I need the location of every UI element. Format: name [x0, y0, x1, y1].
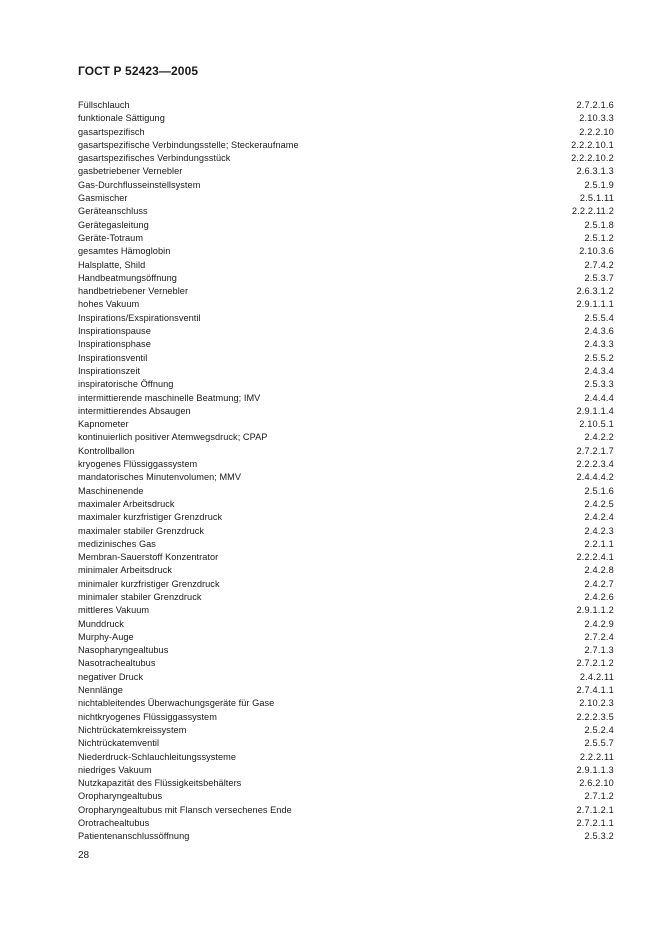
index-row — [78, 697, 614, 710]
index-term: Inspirationszeit — [78, 365, 141, 376]
index-row — [78, 259, 614, 272]
index-row — [78, 112, 614, 125]
index-term: niedriges Vakuum — [78, 764, 152, 775]
index-row — [78, 657, 614, 670]
index-ref: 2.9.1.1.1 — [576, 299, 614, 310]
index-row — [78, 312, 614, 325]
index-ref: 2.7.2.1.6 — [576, 100, 614, 110]
index-ref: 2.2.2.10.2 — [571, 153, 614, 164]
index-ref: 2.9.1.1.3 — [576, 764, 614, 775]
index-ref: 2.2.2.3.5 — [576, 711, 614, 722]
index-ref: 2.10.2.3 — [579, 698, 614, 709]
index-ref: 2.4.3.6 — [584, 326, 614, 337]
index-row — [78, 525, 614, 538]
index-row — [78, 777, 614, 790]
index-ref: 2.7.1.3 — [584, 645, 614, 656]
index-row — [78, 232, 614, 245]
index-ref: 2.2.2.4.1 — [576, 552, 614, 563]
index-ref: 2.6.2.10 — [579, 778, 614, 789]
index-term: kontinuierlich positiver Atemwegsdruck; CPAP — [78, 432, 268, 443]
index-term: Handbeatmungsöffnung — [78, 272, 177, 283]
index-ref: 2.7.2.1.2 — [576, 658, 614, 669]
index-term: Nasotrachealtubus — [78, 658, 156, 669]
page-header: ГОСТ Р 52423—2005 — [78, 64, 199, 78]
index-row — [78, 192, 614, 205]
index-term: minimaler kurzfristiger Grenzdruck — [78, 578, 220, 589]
index-term: Halsplatte, Shild — [78, 259, 146, 270]
index-term: Nennlänge — [78, 685, 123, 696]
index-term: kryogenes Flüssiggassystem — [78, 459, 198, 470]
index-ref: 2.5.1.9 — [584, 179, 614, 190]
index-row — [78, 498, 614, 511]
index-ref: 2.7.4.1.1 — [576, 685, 614, 696]
index-term: Nichtrückatemventil — [78, 738, 160, 749]
index-row — [78, 817, 614, 830]
index-term: nichtkryogenes Flüssiggassystem — [78, 711, 217, 722]
index-ref: 2.5.5.4 — [584, 312, 614, 323]
index-row — [78, 764, 614, 777]
index-term: Gas-Durchflusseinstellsystem — [78, 179, 201, 190]
index-term: mittleres Vakuum — [78, 605, 150, 616]
index-term: minimaler stabiler Grenzdruck — [78, 591, 202, 602]
index-term: Geräte-Totraum — [78, 232, 144, 243]
index-term: Nutzkapazität des Flüssigkeitsbehälters — [78, 778, 242, 789]
index-ref: 2.4.2.11 — [579, 671, 614, 682]
index-row — [78, 511, 614, 524]
index-term: Orotrachealtubus — [78, 818, 150, 829]
page-number: 28 — [78, 850, 90, 861]
index-row — [78, 99, 614, 112]
index-row — [78, 564, 614, 577]
index-ref: 2.5.2.4 — [584, 724, 614, 735]
index-ref: 2.4.2.2 — [584, 432, 614, 443]
index-row — [78, 139, 614, 152]
index-ref: 2.4.2.7 — [584, 578, 614, 589]
index-term: Membran-Sauerstoff Konzentrator — [78, 552, 219, 563]
index-term: intermittierendes Absaugen — [78, 405, 191, 416]
index-term: Oropharyngealtubus — [78, 791, 163, 802]
index-term: Füllschlauch — [78, 100, 130, 110]
index-term: Inspirations/Exspirationsventil — [78, 312, 201, 323]
index-term: gasartspezifische Verbindungsstelle; Steckeraufname — [78, 139, 299, 150]
index-term: Gerätegasleitung — [78, 219, 149, 230]
index-term: intermittierende maschinelle Beatmung; IMV — [78, 392, 261, 403]
index-term: gasbetriebener Vernebler — [78, 166, 183, 177]
index-ref: 2.4.4.4.2 — [576, 472, 614, 483]
index-ref: 2.5.5.7 — [584, 738, 614, 749]
index-ref: 2.9.1.1.4 — [576, 405, 614, 416]
index-row — [78, 485, 614, 498]
index-row — [78, 458, 614, 471]
index-ref: 2.4.3.4 — [584, 365, 614, 376]
index-term: minimaler Arbeitsdruck — [78, 565, 173, 576]
index-list — [78, 99, 614, 844]
index-ref: 2.5.5.2 — [584, 352, 614, 363]
index-ref: 2.10.5.1 — [579, 419, 614, 430]
index-term: Maschinenende — [78, 485, 144, 496]
index-term: maximaler Arbeitsdruck — [78, 498, 175, 509]
index-row — [78, 724, 614, 737]
index-row — [78, 205, 614, 218]
index-term: maximaler kurzfristiger Grenzdruck — [78, 512, 223, 523]
index-term: medizinisches Gas — [78, 538, 156, 549]
index-term: Nichtrückatemkreissystem — [78, 724, 187, 735]
index-row — [78, 338, 614, 351]
index-term: Kontrollballon — [78, 445, 135, 456]
index-row — [78, 126, 614, 139]
index-row — [78, 604, 614, 617]
index-row — [78, 578, 614, 591]
index-ref: 2.5.3.7 — [584, 272, 614, 283]
index-row — [78, 285, 614, 298]
index-ref: 2.2.2.10.1 — [571, 139, 614, 150]
index-row — [78, 591, 614, 604]
index-ref: 2.10.3.6 — [579, 246, 614, 257]
index-term: gasartspezifisches Verbindungsstück — [78, 153, 231, 164]
index-ref: 2.4.2.3 — [584, 525, 614, 536]
index-term: nichtableitendes Überwachungsgeräte für Gase — [78, 698, 275, 709]
index-row — [78, 405, 614, 418]
index-ref: 2.4.2.8 — [584, 565, 614, 576]
index-row — [78, 551, 614, 564]
index-ref: 2.5.1.6 — [584, 485, 614, 496]
index-term: maximaler stabiler Grenzdruck — [78, 525, 205, 536]
index-row — [78, 325, 614, 338]
index-term: Niederdruck-Schlauchleitungssysteme — [78, 751, 237, 762]
index-ref: 2.9.1.1.2 — [576, 605, 614, 616]
index-ref: 2.7.1.2 — [584, 791, 614, 802]
index-row — [78, 179, 614, 192]
index-term: hohes Vakuum — [78, 299, 140, 310]
index-row — [78, 245, 614, 258]
index-row — [78, 631, 614, 644]
index-row — [78, 365, 614, 378]
index-row — [78, 538, 614, 551]
index-row — [78, 471, 614, 484]
index-term: mandatorisches Minutenvolumen; MMV — [78, 472, 242, 483]
index-ref: 2.7.2.1.1 — [576, 818, 614, 829]
index-ref: 2.2.1.1 — [584, 538, 614, 549]
index-ref: 2.4.2.5 — [584, 498, 614, 509]
index-term: Kapnometer — [78, 419, 129, 430]
index-term: negativer Druck — [78, 671, 144, 682]
index-row — [78, 298, 614, 311]
index-ref: 2.5.1.8 — [584, 219, 614, 230]
index-ref: 2.6.3.1.3 — [576, 166, 614, 177]
index-ref: 2.7.1.2.1 — [576, 804, 614, 815]
index-row — [78, 272, 614, 285]
index-row — [78, 431, 614, 444]
index-term: handbetriebener Vernebler — [78, 286, 189, 297]
index-ref: 2.4.2.4 — [584, 512, 614, 523]
index-term: Nasopharyngealtubus — [78, 645, 169, 656]
index-ref: 2.4.3.3 — [584, 339, 614, 350]
index-row — [78, 737, 614, 750]
index-row — [78, 830, 614, 843]
index-row — [78, 445, 614, 458]
index-term: Patientenanschlussöffnung — [78, 831, 190, 842]
index-row — [78, 618, 614, 631]
index-row — [78, 165, 614, 178]
index-row — [78, 418, 614, 431]
index-row — [78, 392, 614, 405]
index-term: Geräteanschluss — [78, 206, 148, 217]
index-ref: 2.2.2.10 — [579, 126, 614, 137]
index-term: Inspirationsventil — [78, 352, 148, 363]
index-row — [78, 751, 614, 764]
index-row — [78, 804, 614, 817]
index-ref: 2.5.1.2 — [584, 232, 614, 243]
index-term: Munddruck — [78, 618, 124, 629]
index-ref: 2.5.3.2 — [584, 831, 614, 842]
index-ref: 2.2.2.11 — [579, 751, 614, 762]
index-ref: 2.4.4.4 — [584, 392, 614, 403]
index-row — [78, 378, 614, 391]
index-term: Oropharyngealtubus mit Flansch versechenes Ende — [78, 804, 292, 815]
index-term: Gasmischer — [78, 193, 128, 204]
index-row — [78, 352, 614, 365]
index-term: inspiratorische Öffnung — [78, 379, 174, 390]
index-row — [78, 644, 614, 657]
index-ref: 2.7.2.4 — [584, 631, 614, 642]
index-ref: 2.2.2.11.2 — [571, 206, 614, 217]
index-ref: 2.6.3.1.2 — [576, 286, 614, 297]
index-ref: 2.7.4.2 — [584, 259, 614, 270]
index-row — [78, 671, 614, 684]
index-ref: 2.10.3.3 — [579, 113, 614, 124]
index-row — [78, 711, 614, 724]
index-term: funktionale Sättigung — [78, 113, 165, 124]
index-term: Inspirationsphase — [78, 339, 151, 350]
index-row — [78, 152, 614, 165]
index-ref: 2.4.2.9 — [584, 618, 614, 629]
index-term: gesamtes Hämoglobin — [78, 246, 171, 257]
index-term: gasartspezifisch — [78, 126, 145, 137]
index-ref: 2.5.1.11 — [579, 193, 614, 204]
index-row — [78, 684, 614, 697]
index-term: Inspirationspause — [78, 326, 151, 337]
index-ref: 2.4.2.6 — [584, 591, 614, 602]
index-term: Murphy-Auge — [78, 631, 134, 642]
index-ref: 2.7.2.1.7 — [576, 445, 614, 456]
index-ref: 2.5.3.3 — [584, 379, 614, 390]
index-row — [78, 219, 614, 232]
index-row — [78, 790, 614, 803]
index-ref: 2.2.2.3.4 — [576, 459, 614, 470]
